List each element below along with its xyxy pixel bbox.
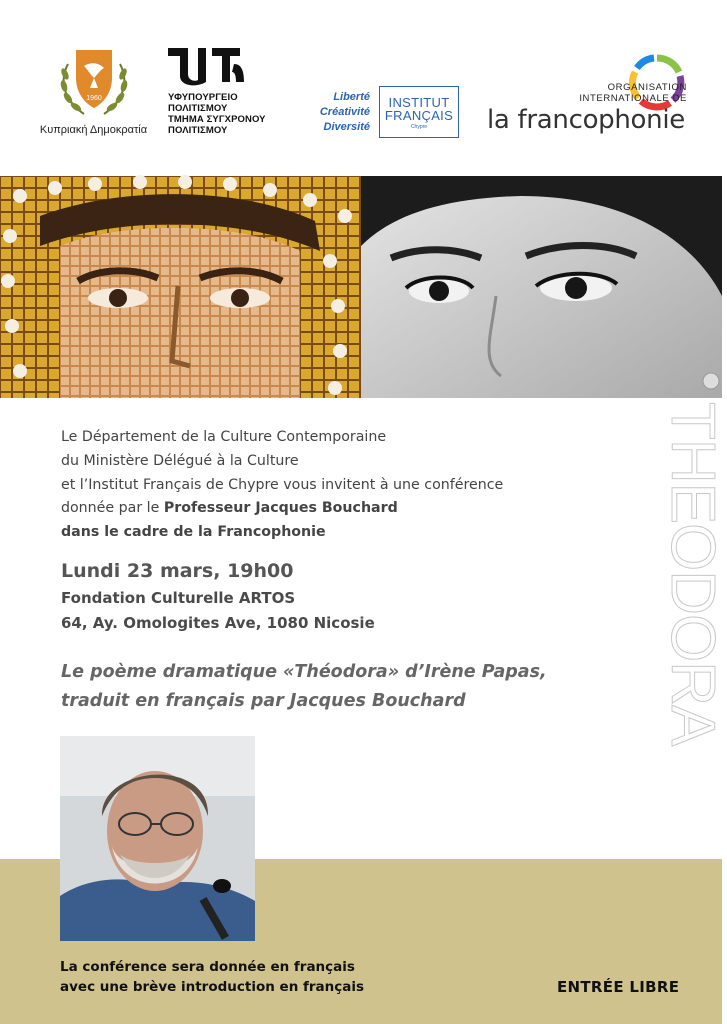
language-note-line: La conférence sera donnée en français: [60, 959, 355, 975]
cyprus-emblem-logo: [36, 44, 151, 139]
emblem-year: 1960: [85, 95, 102, 102]
francophonie-name: la francophonie: [487, 105, 685, 135]
byzantine-mosaic-face: [0, 176, 361, 398]
vertical-theodora-title: [658, 402, 727, 862]
mosaic-image: [0, 176, 361, 398]
francophonie-label-line: ORGANISATION: [607, 82, 687, 93]
ministry-line: ΤΜΗΜΑ ΣΥΓΧΡΟΝΟΥ: [168, 114, 266, 125]
event-venue: Fondation Culturelle ARTOS: [61, 589, 296, 607]
black-and-white-face: [361, 176, 722, 398]
francophonie-label-line: INTERNATIONALE DE: [579, 93, 687, 104]
speaker-name: Professeur Jacques Bouchard: [163, 500, 398, 517]
talk-title-line: traduit en français par Jacques Bouchard: [61, 691, 466, 711]
institut-title-line: INSTITUT: [388, 95, 450, 110]
ministry-line: ΠΟΛΙΤΙΣΜΟΥ: [168, 125, 228, 136]
institut-title-line: FRANÇAIS: [384, 108, 454, 123]
ministry-logo: [166, 44, 278, 139]
intro-prefix: donnée par le: [61, 500, 164, 517]
ministry-line: ΥΦΥΠΟΥΡΓΕΙΟ: [168, 92, 238, 103]
event-date-time: Lundi 23 mars, 19h00: [61, 560, 294, 582]
motto-line: Créativité: [319, 106, 370, 118]
intro-line: dans le cadre de la Francophonie: [61, 524, 326, 541]
ministry-line: ΠΟΛΙΤΙΣΜΟΥ: [168, 103, 228, 114]
talk-title-line: Le poème dramatique «Théodora» d’Irène Papas,: [61, 662, 547, 682]
ministry-name: [168, 92, 266, 136]
speaker-portrait: [60, 736, 255, 941]
intro-line: et l’Institut Français de Chypre vous invitent à une conférence: [61, 476, 504, 493]
language-note-line: avec une brève introduction en français: [60, 979, 365, 995]
ministry-mark-icon: [166, 44, 246, 86]
intro-line: [61, 497, 581, 521]
vertical-title-text: THEODORA: [658, 402, 727, 746]
francophonie-logo: [487, 52, 692, 142]
actress-portrait-image: [361, 176, 722, 398]
cyprus-caption: Κυπριακή Δημοκρατία: [39, 124, 148, 136]
institut-subtitle: Chypre: [410, 124, 428, 130]
invitation-text: [61, 426, 581, 545]
institut-title: [380, 96, 458, 122]
event-address: 64, Ay. Omologites Ave, 1080 Nicosie: [61, 614, 375, 632]
intro-line: Le Département de la Culture Contemporaine: [61, 429, 387, 445]
cyprus-emblem-icon: [54, 44, 134, 122]
speaker-photo: [60, 736, 255, 941]
institut-motto: [300, 90, 370, 135]
free-entry-label: ENTRÉE LIBRE: [557, 978, 680, 996]
francophonie-label: [579, 82, 687, 104]
motto-line: Liberté: [333, 91, 370, 103]
institut-francais-logo: [379, 86, 459, 138]
intro-line: du Ministère Délégué à la Culture: [61, 452, 299, 469]
motto-line: Diversité: [323, 121, 370, 133]
